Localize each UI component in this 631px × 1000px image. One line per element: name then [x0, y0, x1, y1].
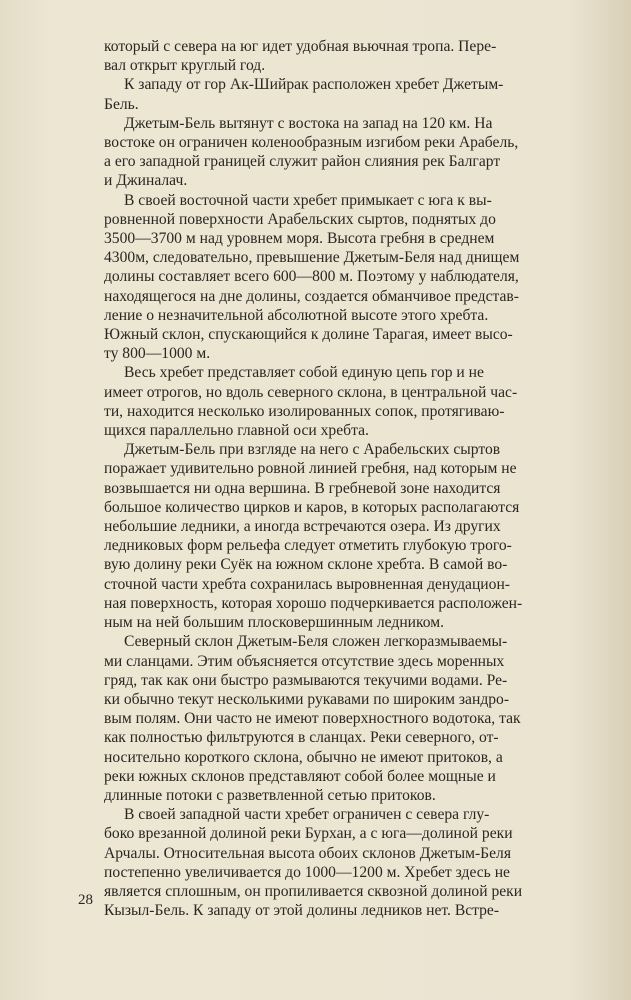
text-line: Джетым-Бель вытянут с востока на запад на 120 км. На	[124, 114, 493, 132]
text-line: Бель.	[104, 95, 139, 113]
text-line: а его западной границей служит район слияния рек Балгарт	[104, 153, 501, 171]
text-line: поражает удивительно ровной линией гребня, над которым не	[104, 460, 517, 478]
text-line: вал открыт круглый год.	[104, 57, 266, 75]
text-line: небольшие ледники, а иногда встречаются озера. Из других	[104, 518, 501, 536]
text-line: ление о незначительной абсолютной высоте этого хребта.	[104, 306, 489, 324]
text-line: ти, находится несколько изолированных сопок, протягиваю-	[104, 402, 505, 420]
text-line: имеет отрогов, но вдоль северного склона, в центральной час-	[104, 383, 518, 401]
text-line: как полностью фильтруются в сланцах. Реки северного, от-	[104, 729, 499, 747]
text-line: является сплошным, он пропиливается сквозной долиной реки	[104, 882, 523, 900]
text-line: К западу от гор Ак-Шийрак расположен хребет Джетым-	[124, 76, 504, 94]
text-line: Арчалы. Относительная высота обоих склонов Джетым-Беля	[104, 844, 511, 862]
text-line: ми сланцами. Этим объясняется отсутствие здесь моренных	[104, 652, 505, 670]
text-line: который с севера на юг идет удобная вьючная тропа. Пере-	[104, 38, 497, 55]
text-line: Кызыл-Бель. К западу от этой долины ледников нет. Встре-	[104, 902, 500, 920]
body-text	[104, 37, 626, 920]
text-line: Северный склон Джетым-Беля сложен легкоразмываемы-	[124, 633, 508, 651]
text-line: вым полям. Они часто не имеют поверхностного водотока, так	[104, 710, 521, 728]
text-line: ледниковых форм рельефа следует отметить глубокую трого-	[104, 537, 512, 555]
text-line: ровненной поверхности Арабельских сыртов, поднятых до	[104, 210, 496, 228]
text-line: долины составляет всего 600—800 м. Поэтому у наблюдателя,	[104, 268, 519, 286]
text-line: носительно короткого склона, обычно не имеют притоков, а	[104, 748, 503, 766]
text-line: ту 800—1000 м.	[104, 345, 211, 363]
text-line: 4300м, следовательно, превышение Джетым-Беля над днищем	[104, 249, 520, 267]
text-line: востоке он ограничен коленообразным изгибом реки Арабель,	[104, 134, 519, 152]
text-line: реки южных склонов представляют собой более мощные и	[104, 767, 496, 785]
text-line: Южный склон, спускающийся к долине Тарагая, имеет высо-	[104, 326, 513, 344]
text-line: ным на ней большим плосковершинным ледником.	[104, 614, 445, 632]
text-line: постепенно увеличивается до 1000—1200 м. Хребет здесь не	[104, 863, 510, 881]
text-line: возвышается ни одна вершина. В гребневой зоне находится	[104, 479, 501, 497]
text-line: сточной части хребта сохранилась выровненная денудацион-	[104, 575, 510, 593]
text-line: щихся параллельно главной оси хребта.	[104, 422, 369, 440]
text-line: гряд, так как они быстро размываются текучими водами. Ре-	[104, 671, 508, 689]
text-line: находящегося на дне долины, создается обманчивое представ-	[104, 287, 519, 305]
page-number: 28	[78, 892, 93, 908]
text-line: Джетым-Бель при взгляде на него с Арабельских сыртов	[124, 441, 501, 459]
text-line: ки обычно текут несколькими рукавами по широким зандро-	[104, 690, 510, 708]
text-line: длинные потоки с разветвленной сетью притоков.	[104, 786, 436, 804]
text-line: и Джиналач.	[104, 172, 188, 190]
text-line: В своей западной части хребет ограничен с севера глу-	[124, 806, 490, 824]
text-line: большое количество цирков и каров, в которых располагаются	[104, 498, 520, 516]
text-line: вую долину реки Суёк на южном склоне хребта. В самой во-	[104, 556, 508, 574]
text-line: В своей восточной части хребет примыкает с юга к вы-	[124, 191, 492, 209]
text-line: 3500—3700 м над уровнем моря. Высота гребня в среднем	[104, 230, 495, 248]
text-line: ная поверхность, которая хорошо подчеркивается расположен-	[104, 594, 523, 612]
text-line: Весь хребет представляет собой единую цепь гор и не	[124, 364, 484, 382]
text-line: боко врезанной долиной реки Бурхан, а с юга—долиной реки	[104, 825, 513, 843]
